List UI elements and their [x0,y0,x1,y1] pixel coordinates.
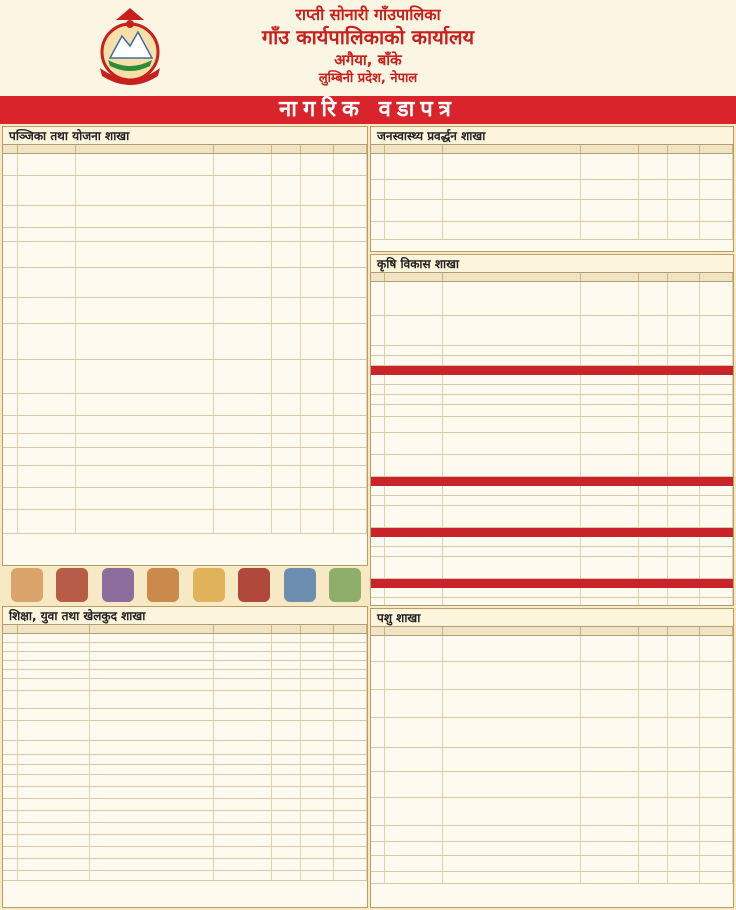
livestock-table [371,636,733,884]
table-row [3,859,367,871]
subsection-bar [371,477,733,486]
table-row [3,242,367,268]
table-row [371,798,733,826]
wedding-illustration [238,568,270,602]
illustration-strip [4,566,368,604]
table-row [371,222,733,240]
office-name: गाँउ कार्यपालिकाको कार्यालय [261,25,475,49]
table-row [371,842,733,856]
table-row [3,510,367,534]
health-section-title: जनस्वास्थ्य प्रवर्द्धन शाखा [371,127,733,145]
table-header [3,145,367,154]
mother-child-illustration [11,568,43,602]
health-table [371,154,733,240]
table-row [3,206,367,228]
health-panel [370,126,734,252]
education-table [3,634,367,881]
table-row [371,455,733,477]
table-row [3,679,367,691]
table-row [371,375,733,385]
table-row [371,316,733,346]
table-row [3,823,367,835]
table-row [371,154,733,180]
table-row [371,496,733,506]
table-row [3,448,367,466]
office-location: अगैया, बाँके [334,51,402,69]
elderly-illustration [147,568,179,602]
table-row [3,466,367,488]
registration-panel [2,126,368,566]
province-country: लुम्बिनी प्रदेश, नेपाल [318,71,418,86]
table-row [371,662,733,690]
table-row [3,394,367,416]
table-row [3,643,367,652]
table-row [3,324,367,360]
table-row [3,799,367,811]
table-row [3,847,367,859]
table-row [371,718,733,748]
table-row [371,557,733,579]
table-row [371,433,733,455]
table-row [371,405,733,417]
table-row [3,765,367,775]
table-row [371,282,733,316]
table-row [3,721,367,741]
agriculture-section-title: कृषि विकास शाखा [371,255,733,273]
table-row [371,772,733,798]
table-row [371,872,733,884]
table-row [3,228,367,242]
table-row [3,691,367,709]
table-row [371,598,733,606]
table-row [3,360,367,394]
livestock-section-title: पशु शाखा [371,609,733,627]
table-row [3,755,367,765]
table-row [3,835,367,847]
document-illustration [329,568,361,602]
table-row [3,176,367,206]
family-illustration [56,568,88,602]
table-header [371,273,733,282]
table-row [371,636,733,662]
table-row [371,588,733,598]
table-row [371,200,733,222]
table-row [371,537,733,547]
table-row [371,748,733,772]
subsection-bar [371,579,733,588]
banner-title: नागरिक वडापत्र [279,97,457,122]
table-row [3,488,367,510]
table-header [3,625,367,634]
office-title-block [0,4,736,88]
table-row [3,652,367,661]
agriculture-table [371,282,733,606]
table-row [3,661,367,670]
table-row [3,298,367,324]
registration-section-title: पञ्जिका तथा योजना शाखा [3,127,367,145]
citizen-charter-banner [0,96,736,124]
table-row [3,268,367,298]
table-row [371,690,733,718]
table-row [3,634,367,643]
table-header [371,627,733,636]
table-row [3,741,367,755]
table-row [371,180,733,200]
subsection-bar [371,528,733,537]
table-row [371,856,733,872]
table-row [3,871,367,881]
table-row [371,506,733,528]
table-row [371,395,733,405]
agriculture-panel [370,254,734,606]
couple-illustration [102,568,134,602]
table-row [3,154,367,176]
table-row [3,775,367,787]
table-row [3,416,367,434]
people-illustration [284,568,316,602]
table-row [3,434,367,448]
table-row [371,826,733,842]
education-panel [2,606,368,908]
livestock-panel [370,608,734,908]
registration-table [3,154,367,534]
table-row [371,385,733,395]
page-header [0,0,736,96]
table-header [371,145,733,154]
subsection-bar [371,366,733,375]
table-row [3,709,367,721]
table-row [3,670,367,679]
family-group-illustration [193,568,225,602]
table-row [371,547,733,557]
municipality-name: राप्ती सोनारी गाँउपालिका [295,5,441,24]
table-row [371,346,733,356]
education-section-title: शिक्षा, युवा तथा खेलकुद शाखा [3,607,367,625]
table-row [371,486,733,496]
table-row [371,356,733,366]
table-row [371,417,733,433]
table-row [3,811,367,823]
table-row [3,787,367,799]
